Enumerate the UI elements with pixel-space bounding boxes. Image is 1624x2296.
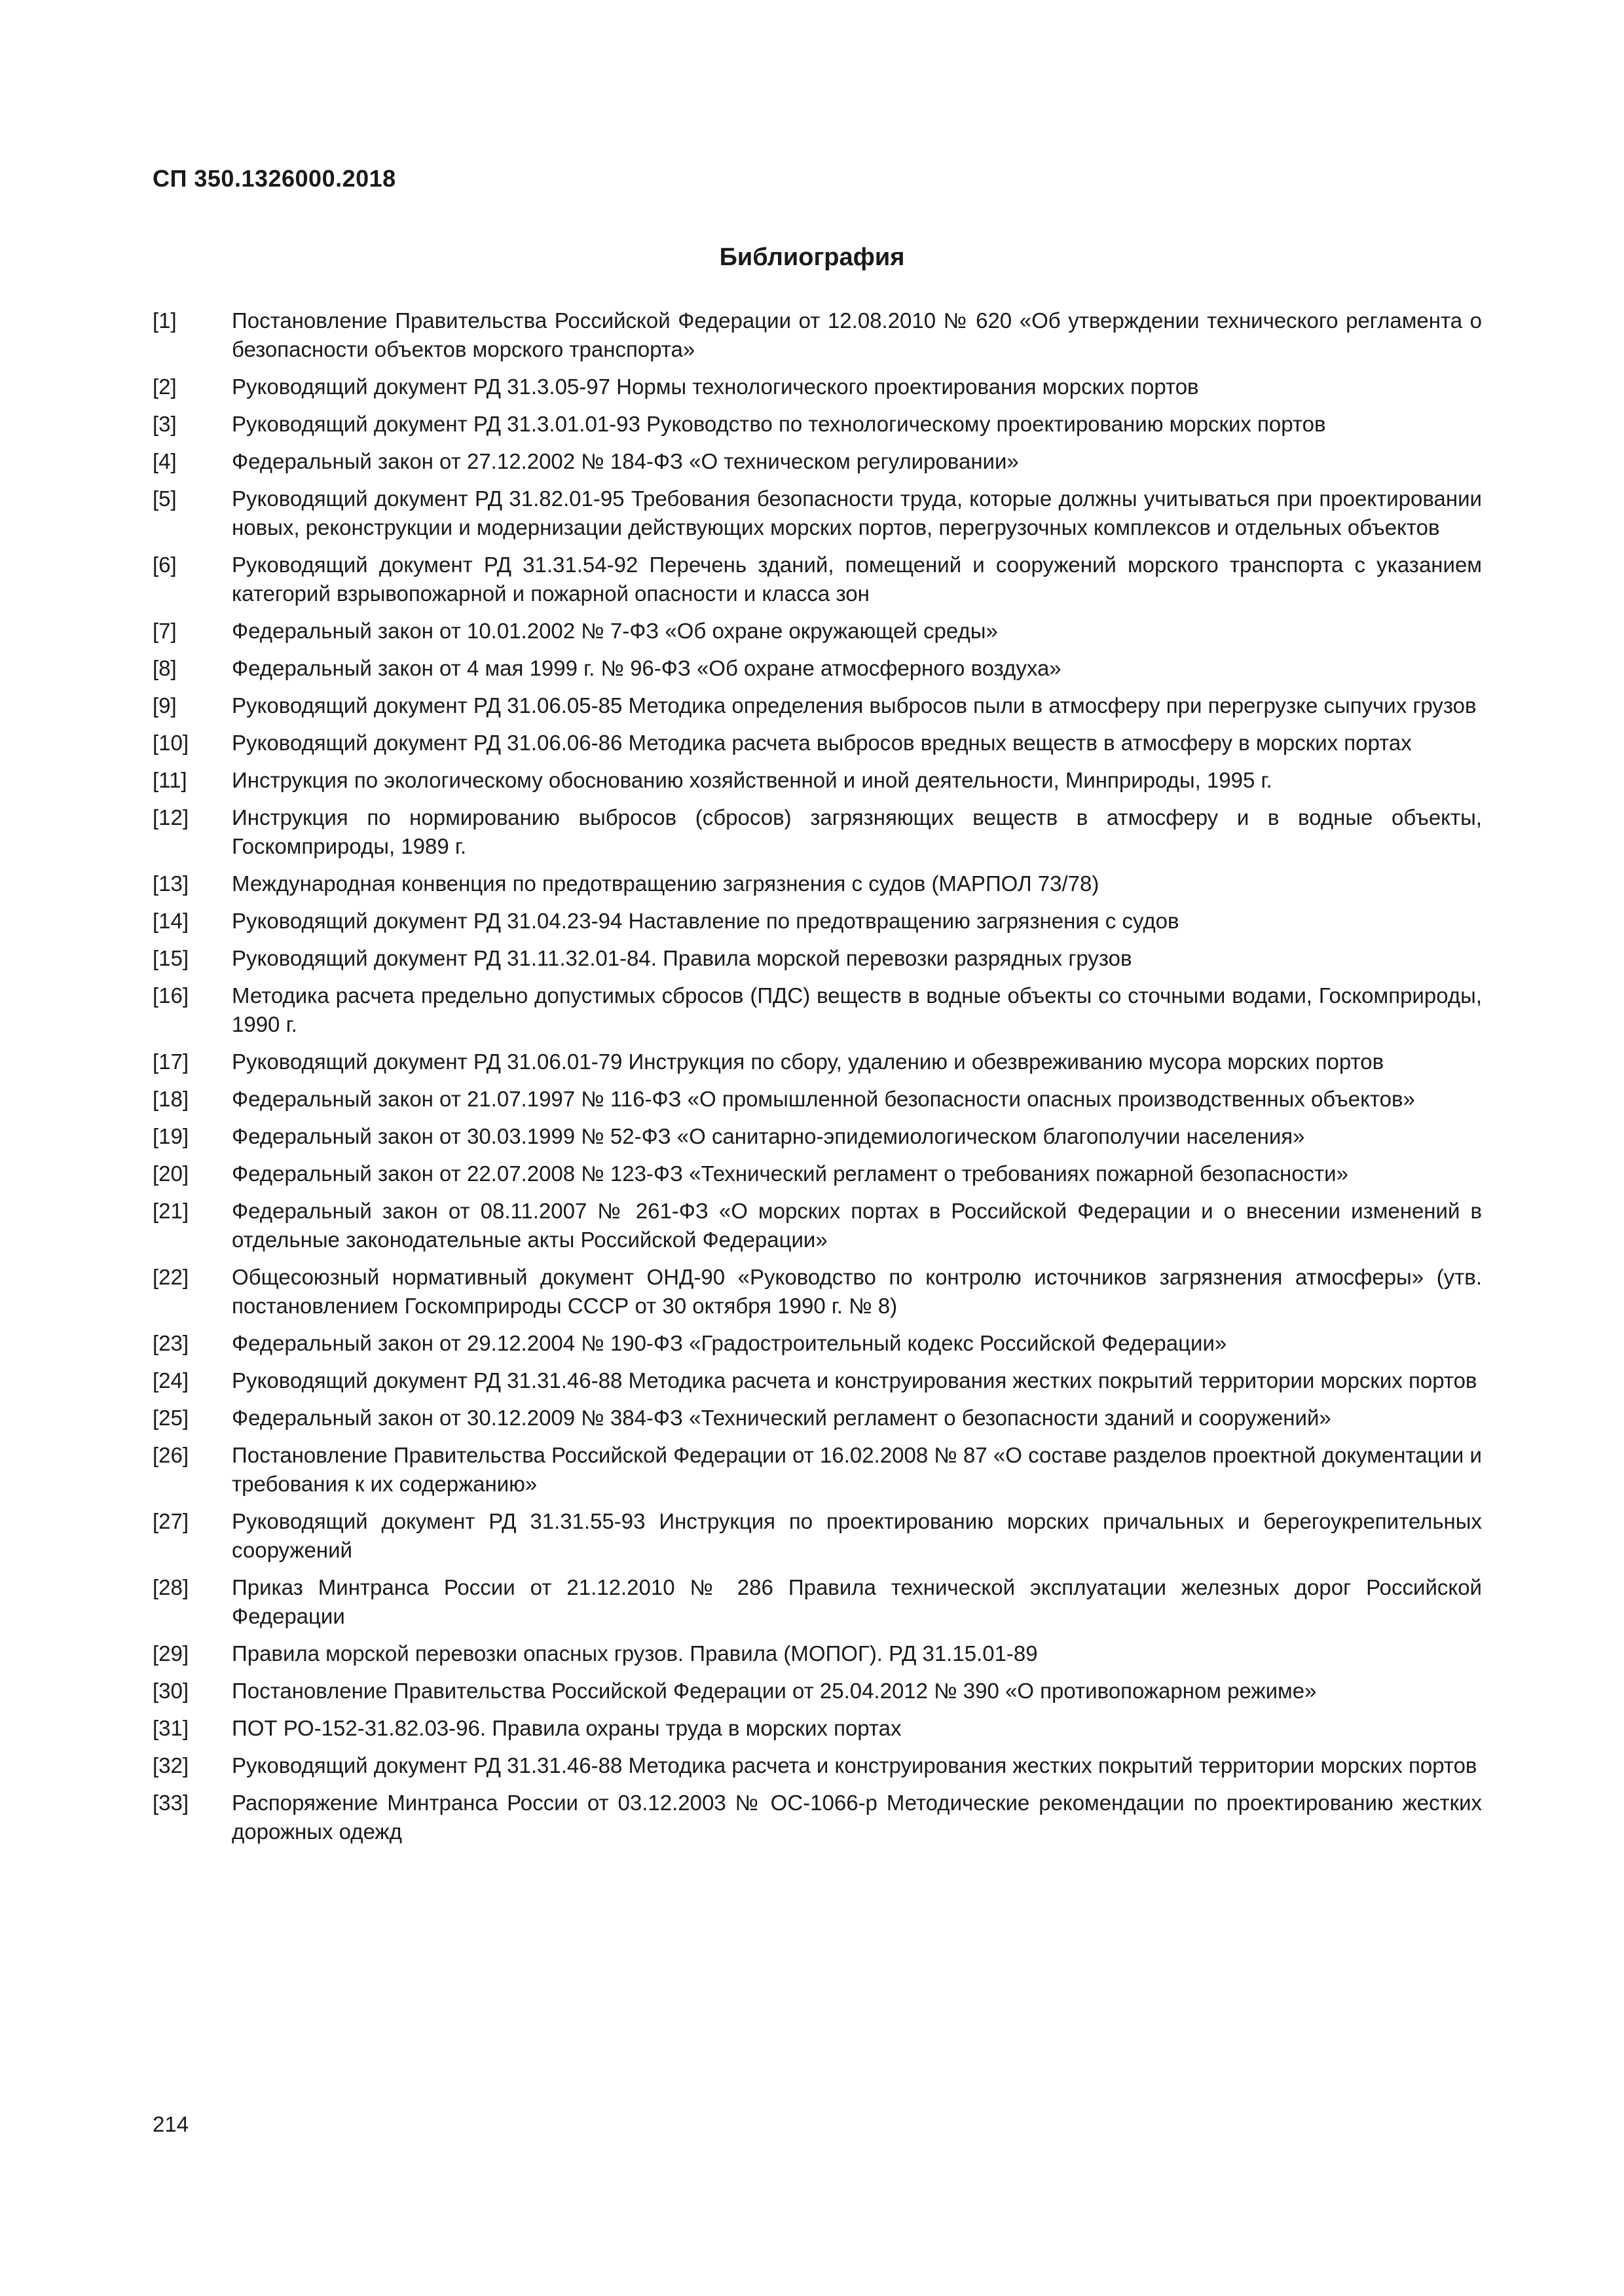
- bibliography-item-number: [14]: [153, 909, 189, 933]
- bibliography-item: [153, 1714, 1482, 1743]
- bibliography-item-text: Руководящий документ РД 31.31.46-88 Методика расчета и конструирования жестких покрытий территории морских портов: [232, 1753, 1477, 1777]
- bibliography-item-number: [20]: [153, 1161, 189, 1186]
- bibliography-item-number: [4]: [153, 449, 177, 473]
- bibliography-item: [153, 1507, 1482, 1565]
- bibliography-item-number: [10]: [153, 731, 189, 755]
- bibliography-item-text: Руководящий документ РД 31.31.54-92 Перечень зданий, помещений и сооружений морского транспорта с указанием категорий взрывопожарной и пожарной опасности и класса зон: [232, 553, 1482, 606]
- bibliography-item-number: [5]: [153, 486, 177, 511]
- bibliography-item: [153, 1789, 1482, 1846]
- bibliography-item: [153, 1404, 1482, 1432]
- bibliography-item-text: Руководящий документ РД 31.3.01.01-93 Руководство по технологическому проектированию морских портов: [232, 412, 1326, 436]
- bibliography-list: [153, 306, 1482, 1855]
- bibliography-item-number: [29]: [153, 1641, 189, 1666]
- document-code: СП 350.1326000.2018: [153, 165, 396, 192]
- bibliography-item: [153, 766, 1482, 795]
- bibliography-item: [153, 1677, 1482, 1705]
- bibliography-item: [153, 410, 1482, 439]
- bibliography-item-number: [32]: [153, 1753, 189, 1777]
- bibliography-item: [153, 447, 1482, 476]
- bibliography-item-text: Федеральный закон от 27.12.2002 № 184-ФЗ «О техническом регулировании»: [232, 449, 1019, 473]
- bibliography-item-number: [1]: [153, 308, 177, 333]
- bibliography-item: [153, 1048, 1482, 1076]
- bibliography-item-text: Руководящий документ РД 31.04.23-94 Наставление по предотвращению загрязнения с судов: [232, 909, 1179, 933]
- bibliography-item-text: Федеральный закон от 22.07.2008 № 123-ФЗ «Технический регламент о требованиях пожарной безопасности»: [232, 1161, 1348, 1186]
- bibliography-item-number: [13]: [153, 871, 189, 896]
- bibliography-item-number: [7]: [153, 619, 177, 643]
- section-title: Библиография: [719, 244, 905, 271]
- bibliography-item-text: Методика расчета предельно допустимых сбросов (ПДС) веществ в водные объекты со сточными водами, Госкомприроды, 1990 г.: [232, 983, 1482, 1036]
- bibliography-item-text: Постановление Правительства Российской Федерации от 12.08.2010 № 620 «Об утверждении технического регламента о безопасности объектов морского транспорта»: [232, 308, 1482, 361]
- bibliography-item: [153, 803, 1482, 861]
- bibliography-item-text: Общесоюзный нормативный документ ОНД-90 «Руководство по контролю источников загрязнения атмосферы» (утв. постановлением Госкомприроды СССР от 30 октября 1990 г. № 8): [232, 1265, 1482, 1318]
- bibliography-item: [153, 944, 1482, 973]
- bibliography-item: [153, 1085, 1482, 1114]
- bibliography-item-text: Федеральный закон от 10.01.2002 № 7-ФЗ «Об охране окружающей среды»: [232, 619, 998, 643]
- bibliography-item-text: Федеральный закон от 4 мая 1999 г. № 96-ФЗ «Об охране атмосферного воздуха»: [232, 656, 1061, 680]
- bibliography-item-text: Руководящий документ РД 31.11.32.01-84. Правила морской перевозки разрядных грузов: [232, 946, 1132, 970]
- bibliography-item-text: Международная конвенция по предотвращению загрязнения с судов (МАРПОЛ 73/78): [232, 871, 1099, 896]
- bibliography-item: [153, 373, 1482, 401]
- bibliography-item-text: Федеральный закон от 30.12.2009 № 384-ФЗ «Технический регламент о безопасности зданий и сооружений»: [232, 1406, 1331, 1430]
- page-number: 214: [153, 2112, 189, 2136]
- bibliography-item-number: [8]: [153, 656, 177, 680]
- bibliography-item-number: [18]: [153, 1087, 189, 1111]
- bibliography-item: [153, 1366, 1482, 1395]
- bibliography-item: [153, 617, 1482, 646]
- bibliography-item-text: Инструкция по нормированию выбросов (сбросов) загрязняющих веществ в атмосферу и в водные объекты, Госкомприроды, 1989 г.: [232, 805, 1482, 858]
- bibliography-item-number: [33]: [153, 1791, 189, 1815]
- bibliography-item: [153, 551, 1482, 608]
- bibliography-item-number: [30]: [153, 1679, 189, 1703]
- bibliography-item: [153, 907, 1482, 936]
- bibliography-item-number: [15]: [153, 946, 189, 970]
- bibliography-item-text: Правила морской перевозки опасных грузов. Правила (МОПОГ). РД 31.15.01-89: [232, 1641, 1038, 1666]
- bibliography-item-text: Руководящий документ РД 31.31.46-88 Методика расчета и конструирования жестких покрытий территории морских портов: [232, 1368, 1477, 1393]
- bibliography-item-text: Федеральный закон от 21.07.1997 № 116-ФЗ «О промышленной безопасности опасных производственных объектов»: [232, 1087, 1415, 1111]
- bibliography-item-text: ПОТ РО-152-31.82.03-96. Правила охраны труда в морских портах: [232, 1716, 902, 1740]
- bibliography-item-number: [2]: [153, 374, 177, 399]
- bibliography-item-number: [22]: [153, 1265, 189, 1289]
- bibliography-item-text: Федеральный закон от 08.11.2007 № 261-ФЗ «О морских портах в Российской Федерации и о внесении изменений в отдельные законодательные акты Российской Федерации»: [232, 1199, 1482, 1252]
- bibliography-item-number: [21]: [153, 1199, 189, 1223]
- bibliography-item-number: [28]: [153, 1575, 189, 1599]
- bibliography-item: [153, 484, 1482, 542]
- bibliography-item: [153, 1263, 1482, 1321]
- bibliography-item: [153, 1122, 1482, 1151]
- bibliography-item: [153, 1441, 1482, 1499]
- bibliography-item-number: [26]: [153, 1443, 189, 1467]
- bibliography-item: [153, 1159, 1482, 1188]
- bibliography-item-number: [3]: [153, 412, 177, 436]
- bibliography-item-text: Руководящий документ РД 31.3.05-97 Нормы технологического проектирования морских портов: [232, 374, 1199, 399]
- bibliography-item: [153, 691, 1482, 720]
- bibliography-item-text: Руководящий документ РД 31.82.01-95 Требования безопасности труда, которые должны учитываться при проектировании новых, реконструкции и модернизации действующих морских портов, перегрузочных комплексов и отдельных объектов: [232, 486, 1482, 539]
- bibliography-item-number: [23]: [153, 1331, 189, 1355]
- bibliography-item-number: [25]: [153, 1406, 189, 1430]
- bibliography-item-number: [16]: [153, 983, 189, 1008]
- bibliography-item: [153, 306, 1482, 364]
- bibliography-item-text: Федеральный закон от 30.03.1999 № 52-ФЗ «О санитарно-эпидемиологическом благополучии населения»: [232, 1124, 1305, 1148]
- bibliography-item-number: [12]: [153, 805, 189, 829]
- bibliography-item-number: [24]: [153, 1368, 189, 1393]
- bibliography-item-text: Руководящий документ РД 31.06.01-79 Инструкция по сбору, удалению и обезвреживанию мусора морских портов: [232, 1049, 1384, 1074]
- bibliography-item-text: Постановление Правительства Российской Федерации от 16.02.2008 № 87 «О составе разделов проектной документации и требования к их содержанию»: [232, 1443, 1482, 1496]
- bibliography-item-number: [17]: [153, 1049, 189, 1074]
- bibliography-item-text: Руководящий документ РД 31.31.55-93 Инструкция по проектированию морских причальных и берегоукрепительных сооружений: [232, 1509, 1482, 1562]
- bibliography-item-text: Руководящий документ РД 31.06.06-86 Методика расчета выбросов вредных веществ в атмосферу в морских портах: [232, 731, 1412, 755]
- bibliography-item: [153, 1197, 1482, 1254]
- bibliography-item: [153, 869, 1482, 898]
- bibliography-item-text: Руководящий документ РД 31.06.05-85 Методика определения выбросов пыли в атмосферу при перегрузке сыпучих грузов: [232, 693, 1477, 718]
- bibliography-item: [153, 1639, 1482, 1668]
- bibliography-item-number: [6]: [153, 553, 177, 577]
- bibliography-item-number: [31]: [153, 1716, 189, 1740]
- bibliography-item-text: Приказ Минтранса России от 21.12.2010 № 286 Правила технической эксплуатации железных дорог Российской Федерации: [232, 1575, 1482, 1628]
- bibliography-item-number: [19]: [153, 1124, 189, 1148]
- bibliography-item: [153, 981, 1482, 1039]
- bibliography-item-text: Федеральный закон от 29.12.2004 № 190-ФЗ «Градостроительный кодекс Российской Федерации»: [232, 1331, 1227, 1355]
- bibliography-item-text: Инструкция по экологическому обоснованию хозяйственной и иной деятельности, Минприроды, 1995 г.: [232, 768, 1272, 792]
- bibliography-item: [153, 1751, 1482, 1780]
- bibliography-item-number: [27]: [153, 1509, 189, 1533]
- bibliography-item-number: [11]: [153, 768, 187, 792]
- bibliography-item-number: [9]: [153, 693, 177, 718]
- bibliography-item: [153, 1329, 1482, 1358]
- bibliography-item: [153, 729, 1482, 757]
- bibliography-item-text: Распоряжение Минтранса России от 03.12.2003 № ОС-1066-р Методические рекомендации по проектированию жестких дорожных одежд: [232, 1791, 1482, 1844]
- bibliography-item: [153, 654, 1482, 683]
- bibliography-item-text: Постановление Правительства Российской Федерации от 25.04.2012 № 390 «О противопожарном режиме»: [232, 1679, 1317, 1703]
- bibliography-item: [153, 1573, 1482, 1631]
